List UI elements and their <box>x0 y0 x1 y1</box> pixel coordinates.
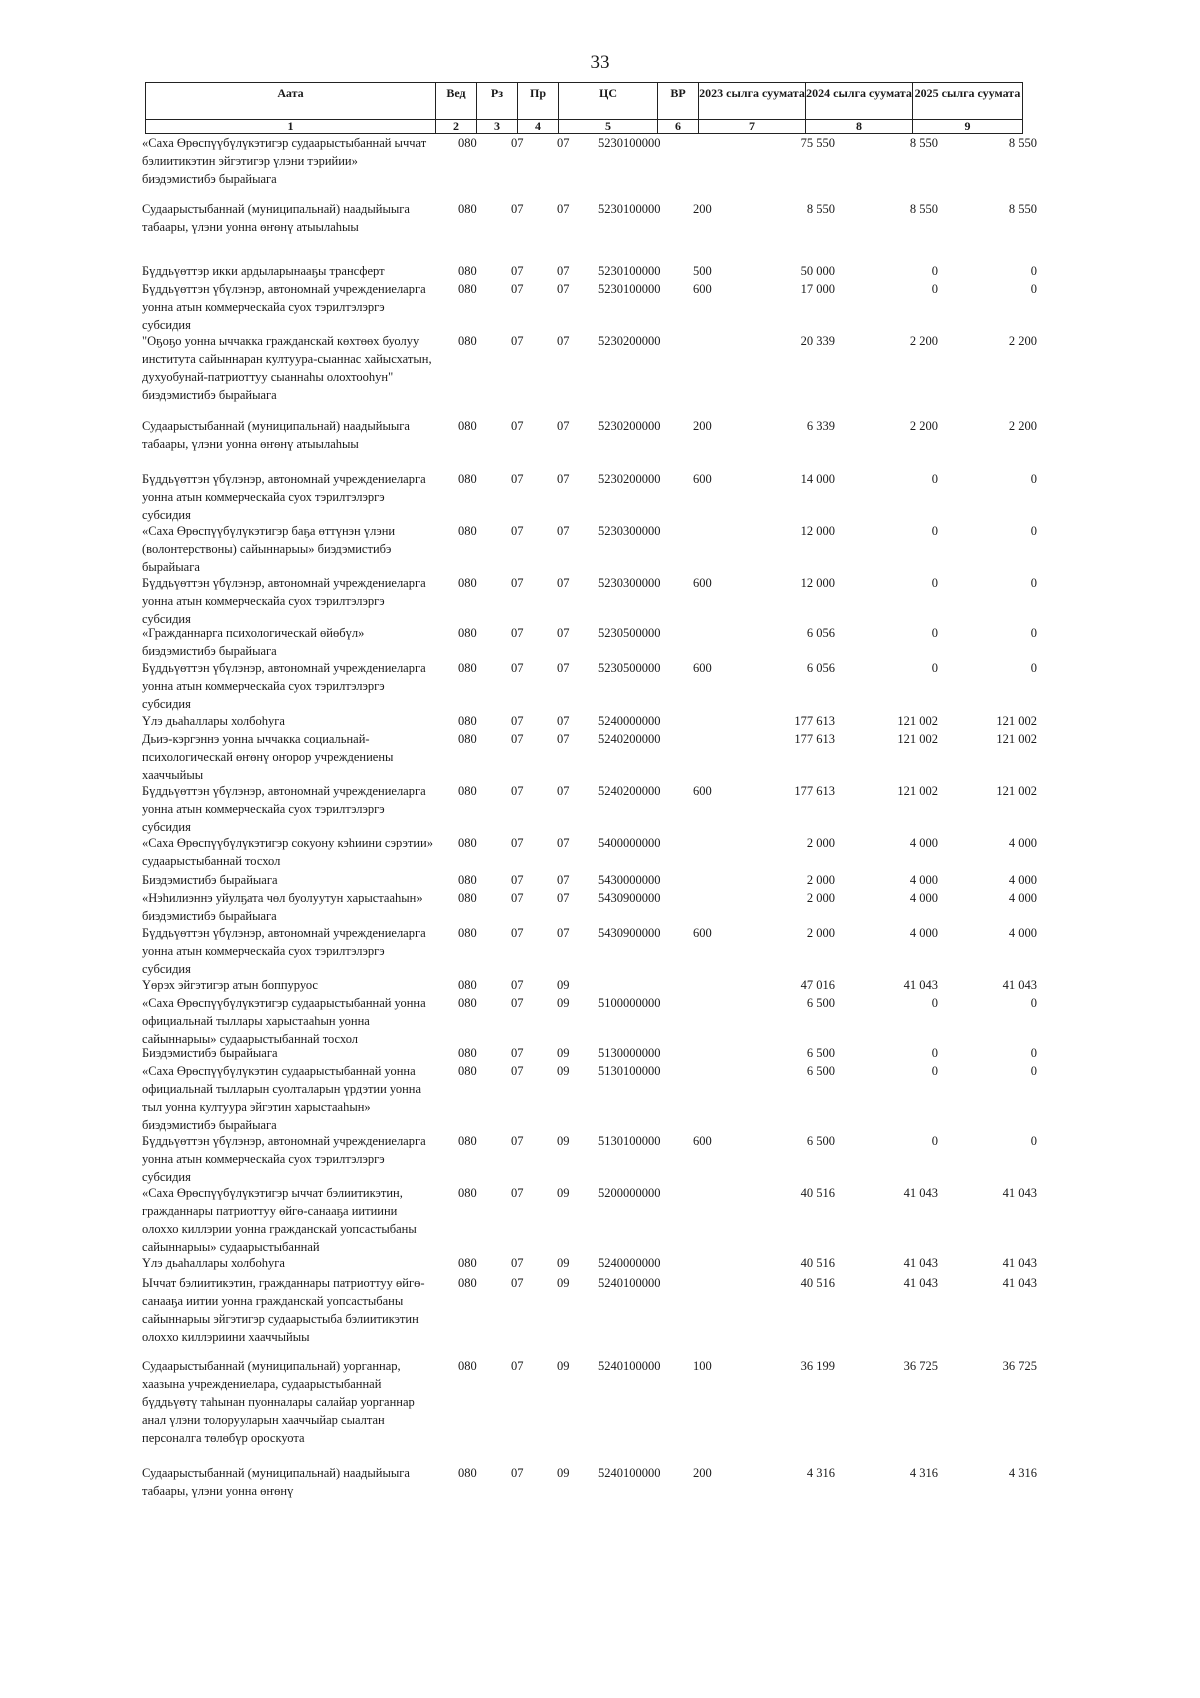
row-rz: 07 <box>511 978 524 992</box>
row-ved: 080 <box>458 626 477 640</box>
row-cs: 5230300000 <box>598 576 661 590</box>
row-pr: 07 <box>557 626 570 640</box>
column-number: 3 <box>477 120 518 134</box>
row-cs: 5230200000 <box>598 472 661 486</box>
row-value-2023: 20 339 <box>800 334 835 348</box>
row-value-2023: 6 500 <box>806 1046 835 1060</box>
row-ved: 080 <box>458 282 477 296</box>
row-value-2024: 0 <box>931 996 938 1010</box>
row-name: Бүддьүөттэн үбүлэнэр, автономнай учреждениеларга уонна атын коммерческайа суох тэрилтэлэргэ субсидия <box>142 1134 426 1184</box>
row-cs: 5430900000 <box>598 891 661 905</box>
row-pr: 09 <box>557 1064 570 1078</box>
row-value-2024: 0 <box>931 1064 938 1078</box>
row-ved: 080 <box>458 836 477 850</box>
row-value-2024: 0 <box>931 661 938 675</box>
row-value-2023: 4 316 <box>806 1466 835 1480</box>
row-vr: 200 <box>693 202 712 216</box>
row-pr: 07 <box>557 784 570 798</box>
row-value-2024: 121 002 <box>897 732 938 746</box>
row-name: Үлэ дьаhаллары холбоhуга <box>142 1256 285 1270</box>
row-rz: 07 <box>511 626 524 640</box>
row-value-2025: 0 <box>1030 282 1037 296</box>
row-value-2024: 2 200 <box>909 419 938 433</box>
row-cs: 5240200000 <box>598 784 661 798</box>
column-number: 2 <box>436 120 477 134</box>
row-cs: 5230500000 <box>598 661 661 675</box>
row-ved: 080 <box>458 873 477 887</box>
row-cs: 5430000000 <box>598 873 661 887</box>
row-value-2023: 14 000 <box>800 472 835 486</box>
row-name: «Саха Өрөспүүбүлүкэтигэр сокуону кэhиини сэрэтии» судаарыстыбаннай тосхол <box>142 836 433 868</box>
row-vr: 200 <box>693 1466 712 1480</box>
row-value-2025: 36 725 <box>1002 1359 1037 1373</box>
row-value-2024: 0 <box>931 524 938 538</box>
row-pr: 09 <box>557 1134 570 1148</box>
row-value-2023: 6 500 <box>806 1064 835 1078</box>
row-value-2024: 121 002 <box>897 784 938 798</box>
row-name: Бүддьүөттэн үбүлэнэр, автономнай учреждениеларга уонна атын коммерческайа суох тэрилтэлэргэ субсидия <box>142 784 426 834</box>
column-number: 9 <box>913 120 1023 134</box>
row-value-2023: 177 613 <box>794 714 835 728</box>
row-rz: 07 <box>511 1046 524 1060</box>
row-cs: 5240000000 <box>598 714 661 728</box>
header-cell: 2025 сылга суумата <box>913 83 1023 120</box>
row-value-2023: 36 199 <box>800 1359 835 1373</box>
row-ved: 080 <box>458 524 477 538</box>
row-value-2025: 0 <box>1030 264 1037 278</box>
row-ved: 080 <box>458 472 477 486</box>
row-value-2025: 8 550 <box>1008 136 1037 150</box>
row-name: Бүддьүөттэн үбүлэнэр, автономнай учреждениеларга уонна атын коммерческайа суох тэрилтэлэргэ субсидия <box>142 282 426 332</box>
row-name: «Саха Өрөспүүбүлүкэтигэр баҕа өттүнэн үлэни (волонтерствоны) сайыннарыы» биэдэмистибэ бырайыага <box>142 524 396 574</box>
row-ved: 080 <box>458 1276 477 1290</box>
row-rz: 07 <box>511 472 524 486</box>
row-value-2024: 8 550 <box>909 136 938 150</box>
row-name: Дьиэ-кэргэннэ уонна ыччакка социальнай-психологическай өҥөнү оҥорор учреждениены хааччыйыы <box>142 732 394 782</box>
row-pr: 07 <box>557 264 570 278</box>
row-pr: 07 <box>557 714 570 728</box>
row-cs: 5240200000 <box>598 732 661 746</box>
row-value-2024: 0 <box>931 282 938 296</box>
row-rz: 07 <box>511 714 524 728</box>
row-name: «Саха Өрөспүүбүлүкэтигэр судаарыстыбаннай ыччат бэлиитикэтин эйгэтигэр үлэни тэрийии» биэдэмистибэ бырайыага <box>142 136 427 186</box>
row-value-2024: 0 <box>931 1046 938 1060</box>
row-value-2024: 0 <box>931 264 938 278</box>
row-vr: 100 <box>693 1359 712 1373</box>
row-rz: 07 <box>511 784 524 798</box>
row-name: Бүддьүөттэн үбүлэнэр, автономнай учреждениеларга уонна атын коммерческайа суох тэрилтэлэргэ субсидия <box>142 661 426 711</box>
row-cs: 5130100000 <box>598 1064 661 1078</box>
row-pr: 07 <box>557 891 570 905</box>
row-pr: 09 <box>557 1359 570 1373</box>
row-name: Бүддьүөттэн үбүлэнэр, автономнай учреждениеларга уонна атын коммерческайа суох тэрилтэлэргэ субсидия <box>142 576 426 626</box>
row-value-2023: 2 000 <box>806 926 835 940</box>
row-cs: 5240000000 <box>598 1256 661 1270</box>
row-rz: 07 <box>511 202 524 216</box>
header-cell: 2023 сылга суумата <box>699 83 806 120</box>
row-cs: 5230200000 <box>598 419 661 433</box>
row-pr: 09 <box>557 1046 570 1060</box>
column-number: 1 <box>146 120 436 134</box>
row-name: Бүддьүөттэн үбүлэнэр, автономнай учреждениеларга уонна атын коммерческайа суох тэрилтэлэргэ субсидия <box>142 472 426 522</box>
row-value-2025: 41 043 <box>1002 1276 1037 1290</box>
row-vr: 600 <box>693 784 712 798</box>
row-name: "Оҕоҕо уонна ыччакка гражданскай көхтөөх буолуу института сайыннаран култуура-сыаннас хайысхатын, духуобунай-патриоттуу сыаннаhы олохтооhун" биэдэмистибэ бырайыага <box>142 334 432 402</box>
row-rz: 07 <box>511 996 524 1010</box>
row-name: Судаарыстыбаннай (муниципальнай) наадыйыыга табаары, үлэни уонна өҥөнү атыылаhыы <box>142 202 410 234</box>
row-value-2025: 8 550 <box>1008 202 1037 216</box>
row-value-2023: 6 500 <box>806 1134 835 1148</box>
row-value-2025: 0 <box>1030 1134 1037 1148</box>
row-value-2024: 0 <box>931 626 938 640</box>
row-name: Бүддьүөттэр икки ардыларынааҕы трансферт <box>142 264 385 278</box>
row-value-2025: 0 <box>1030 576 1037 590</box>
row-value-2024: 121 002 <box>897 714 938 728</box>
row-ved: 080 <box>458 661 477 675</box>
row-rz: 07 <box>511 661 524 675</box>
row-ved: 080 <box>458 891 477 905</box>
row-name: «Нэhилиэннэ уйулҕата чөл буолуутун харыстааhын» биэдэмистибэ бырайыага <box>142 891 423 923</box>
row-rz: 07 <box>511 1134 524 1148</box>
row-value-2025: 41 043 <box>1002 1256 1037 1270</box>
row-vr: 600 <box>693 1134 712 1148</box>
row-name: Судаарыстыбаннай (муниципальнай) наадыйыыга табаары, үлэни уонна өҥөнү <box>142 1466 410 1498</box>
row-value-2024: 8 550 <box>909 202 938 216</box>
row-name: Биэдэмистибэ бырайыага <box>142 873 278 887</box>
row-value-2023: 17 000 <box>800 282 835 296</box>
row-ved: 080 <box>458 264 477 278</box>
row-value-2023: 40 516 <box>800 1186 835 1200</box>
row-pr: 07 <box>557 926 570 940</box>
row-rz: 07 <box>511 1276 524 1290</box>
row-name: Үөрэх эйгэтигэр атын боппуруос <box>142 978 318 992</box>
row-value-2025: 0 <box>1030 1064 1037 1078</box>
column-number: 5 <box>559 120 658 134</box>
row-value-2025: 4 000 <box>1008 836 1037 850</box>
row-pr: 09 <box>557 978 570 992</box>
header-cell: 2024 сылга суумата <box>806 83 913 120</box>
row-pr: 09 <box>557 1256 570 1270</box>
row-value-2024: 4 316 <box>909 1466 938 1480</box>
row-vr: 500 <box>693 264 712 278</box>
row-pr: 07 <box>557 732 570 746</box>
row-rz: 07 <box>511 419 524 433</box>
row-value-2025: 0 <box>1030 996 1037 1010</box>
page-number: 33 <box>590 52 610 73</box>
row-name: «Саха Өрөспүүбүлүкэтин судаарыстыбаннай уонна официальнай тылларын суолталарын үрдэтии уонна тыл уонна култуура эйгэтин харыстааhын» биэдэмистибэ бырайыага <box>142 1064 422 1132</box>
row-ved: 080 <box>458 714 477 728</box>
row-vr: 200 <box>693 419 712 433</box>
row-rz: 07 <box>511 1186 524 1200</box>
row-ved: 080 <box>458 419 477 433</box>
row-value-2023: 75 550 <box>800 136 835 150</box>
row-value-2024: 0 <box>931 472 938 486</box>
row-pr: 07 <box>557 524 570 538</box>
row-value-2023: 8 550 <box>806 202 835 216</box>
row-value-2023: 12 000 <box>800 576 835 590</box>
row-pr: 07 <box>557 334 570 348</box>
header-cell: Рз <box>477 83 518 120</box>
row-value-2024: 4 000 <box>909 926 938 940</box>
row-name: Ыччат бэлиитикэтин, гражданнары патриоттуу өйгө-санааҕа иитии уонна гражданскай уопсастыбаны сайыннарыы эйгэтигэр судаарыстыба бэлиитикэтин олоххо киллэриини хааччыйыы <box>142 1276 425 1344</box>
row-value-2025: 0 <box>1030 524 1037 538</box>
row-pr: 07 <box>557 576 570 590</box>
row-value-2025: 4 000 <box>1008 873 1037 887</box>
row-ved: 080 <box>458 1134 477 1148</box>
row-rz: 07 <box>511 891 524 905</box>
row-name: Судаарыстыбаннай (муниципальнай) наадыйыыга табаары, үлэни уонна өҥөнү атыылаhыы <box>142 419 410 451</box>
row-cs: 5240100000 <box>598 1276 661 1290</box>
row-value-2025: 4 000 <box>1008 891 1037 905</box>
row-value-2024: 4 000 <box>909 891 938 905</box>
row-value-2025: 0 <box>1030 661 1037 675</box>
row-cs: 5200000000 <box>598 1186 661 1200</box>
row-value-2023: 177 613 <box>794 732 835 746</box>
column-number: 7 <box>699 120 806 134</box>
row-cs: 5230100000 <box>598 264 661 278</box>
row-cs: 5230500000 <box>598 626 661 640</box>
row-value-2025: 121 002 <box>996 714 1037 728</box>
row-ved: 080 <box>458 732 477 746</box>
row-pr: 09 <box>557 1186 570 1200</box>
row-ved: 080 <box>458 136 477 150</box>
row-ved: 080 <box>458 996 477 1010</box>
row-value-2025: 4 316 <box>1008 1466 1037 1480</box>
header-cell: Пр <box>518 83 559 120</box>
row-cs: 5230100000 <box>598 202 661 216</box>
row-rz: 07 <box>511 926 524 940</box>
row-ved: 080 <box>458 978 477 992</box>
row-value-2024: 4 000 <box>909 873 938 887</box>
row-value-2024: 41 043 <box>903 1276 938 1290</box>
column-number: 6 <box>658 120 699 134</box>
row-vr: 600 <box>693 472 712 486</box>
row-value-2025: 121 002 <box>996 784 1037 798</box>
row-cs: 5230100000 <box>598 136 661 150</box>
row-value-2024: 41 043 <box>903 1186 938 1200</box>
row-ved: 080 <box>458 1256 477 1270</box>
row-value-2025: 2 200 <box>1008 419 1037 433</box>
row-value-2023: 47 016 <box>800 978 835 992</box>
row-cs: 5430900000 <box>598 926 661 940</box>
row-name: Бүддьүөттэн үбүлэнэр, автономнай учреждениеларга уонна атын коммерческайа суох тэрилтэлэргэ субсидия <box>142 926 426 976</box>
row-name: «Гражданнарга психологическай өйөбүл» биэдэмистибэ бырайыага <box>142 626 365 658</box>
row-vr: 600 <box>693 661 712 675</box>
row-pr: 09 <box>557 1466 570 1480</box>
row-ved: 080 <box>458 1466 477 1480</box>
row-value-2025: 2 200 <box>1008 334 1037 348</box>
row-value-2023: 6 056 <box>806 626 835 640</box>
row-pr: 07 <box>557 873 570 887</box>
row-vr: 600 <box>693 282 712 296</box>
row-value-2025: 0 <box>1030 472 1037 486</box>
row-vr: 600 <box>693 576 712 590</box>
row-name: Үлэ дьаhаллары холбоhуга <box>142 714 285 728</box>
row-vr: 600 <box>693 926 712 940</box>
row-rz: 07 <box>511 524 524 538</box>
row-ved: 080 <box>458 202 477 216</box>
column-number: 4 <box>518 120 559 134</box>
row-rz: 07 <box>511 1256 524 1270</box>
row-value-2023: 6 056 <box>806 661 835 675</box>
row-rz: 07 <box>511 732 524 746</box>
row-value-2023: 40 516 <box>800 1276 835 1290</box>
row-name: Судаарыстыбаннай (муниципальнай) уорганнар, хаазына учреждениелара, судаарыстыбаннай бүддьүөтү таhынан пуонналары салайар уорганнар анал үлэни толорууларын хааччыйар сыалтан персоналга төлөбүр ороскуота <box>142 1359 415 1445</box>
row-value-2023: 40 516 <box>800 1256 835 1270</box>
row-pr: 07 <box>557 282 570 296</box>
row-pr: 07 <box>557 836 570 850</box>
row-value-2024: 41 043 <box>903 1256 938 1270</box>
row-cs: 5240100000 <box>598 1466 661 1480</box>
row-ved: 080 <box>458 334 477 348</box>
row-value-2025: 121 002 <box>996 732 1037 746</box>
header-cell: Аата <box>146 83 436 120</box>
header-cell: ЦС <box>559 83 658 120</box>
row-rz: 07 <box>511 334 524 348</box>
row-value-2023: 6 500 <box>806 996 835 1010</box>
row-value-2024: 0 <box>931 576 938 590</box>
row-pr: 07 <box>557 202 570 216</box>
row-ved: 080 <box>458 1359 477 1373</box>
row-cs: 5240100000 <box>598 1359 661 1373</box>
row-rz: 07 <box>511 576 524 590</box>
row-cs: 5400000000 <box>598 836 661 850</box>
row-rz: 07 <box>511 873 524 887</box>
row-pr: 09 <box>557 996 570 1010</box>
row-value-2024: 36 725 <box>903 1359 938 1373</box>
row-cs: 5130000000 <box>598 1046 661 1060</box>
row-ved: 080 <box>458 926 477 940</box>
row-rz: 07 <box>511 836 524 850</box>
row-value-2025: 0 <box>1030 1046 1037 1060</box>
row-value-2023: 2 000 <box>806 873 835 887</box>
row-name: Биэдэмистибэ бырайыага <box>142 1046 278 1060</box>
row-rz: 07 <box>511 136 524 150</box>
row-cs: 5100000000 <box>598 996 661 1010</box>
row-value-2025: 41 043 <box>1002 1186 1037 1200</box>
row-name: «Саха Өрөспүүбүлүкэтигэр ыччат бэлиитикэтин, гражданнары патриоттуу өйгө-санааҕа иитиини олоххо киллэрии уонна гражданскай уопсастыбаны сайыннарыы» судаарыстыбаннай <box>142 1186 417 1254</box>
header-cell: ВР <box>658 83 699 120</box>
row-value-2023: 2 000 <box>806 891 835 905</box>
row-cs: 5230300000 <box>598 524 661 538</box>
row-value-2025: 41 043 <box>1002 978 1037 992</box>
table-header <box>145 82 1023 134</box>
row-value-2024: 2 200 <box>909 334 938 348</box>
row-pr: 09 <box>557 1276 570 1290</box>
row-value-2025: 4 000 <box>1008 926 1037 940</box>
column-number: 8 <box>806 120 913 134</box>
row-rz: 07 <box>511 282 524 296</box>
row-value-2024: 41 043 <box>903 978 938 992</box>
row-ved: 080 <box>458 1064 477 1078</box>
row-value-2023: 177 613 <box>794 784 835 798</box>
row-name: «Саха Өрөспүүбүлүкэтигэр судаарыстыбаннай уонна официальнай тыллары харыстааhын уонна сайыннарыы» судаарыстыбаннай тосхол <box>142 996 426 1046</box>
row-pr: 07 <box>557 419 570 433</box>
row-pr: 07 <box>557 472 570 486</box>
row-ved: 080 <box>458 1046 477 1060</box>
row-value-2023: 6 339 <box>806 419 835 433</box>
budget-table <box>142 82 1037 1498</box>
row-ved: 080 <box>458 576 477 590</box>
row-cs: 5230200000 <box>598 334 661 348</box>
row-value-2023: 12 000 <box>800 524 835 538</box>
row-ved: 080 <box>458 1186 477 1200</box>
row-rz: 07 <box>511 1466 524 1480</box>
row-value-2023: 2 000 <box>806 836 835 850</box>
row-cs: 5230100000 <box>598 282 661 296</box>
row-rz: 07 <box>511 1359 524 1373</box>
row-value-2025: 0 <box>1030 626 1037 640</box>
row-pr: 07 <box>557 661 570 675</box>
header-cell: Вед <box>436 83 477 120</box>
row-cs: 5130100000 <box>598 1134 661 1148</box>
row-value-2024: 4 000 <box>909 836 938 850</box>
row-value-2024: 0 <box>931 1134 938 1148</box>
row-pr: 07 <box>557 136 570 150</box>
row-ved: 080 <box>458 784 477 798</box>
row-rz: 07 <box>511 264 524 278</box>
row-rz: 07 <box>511 1064 524 1078</box>
row-value-2023: 50 000 <box>800 264 835 278</box>
